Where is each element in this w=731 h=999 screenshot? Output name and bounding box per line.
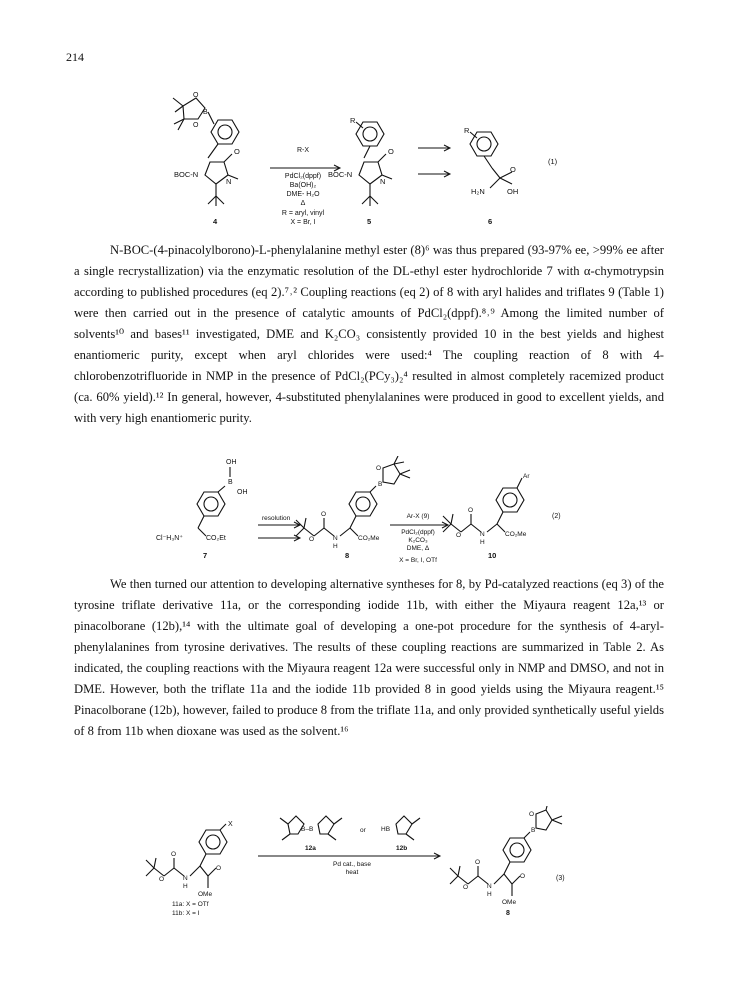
oh-label: OH [226, 459, 237, 466]
o-label: O [510, 165, 516, 174]
compound-4-label: 4 [213, 217, 218, 226]
conditions-catalyst: Pd cat., base [333, 861, 371, 868]
benzene-ring-10 [443, 478, 524, 532]
x-label: X [228, 821, 233, 828]
benzene-ring-7 [197, 467, 230, 536]
base-label: K₂CO₃ [408, 537, 428, 544]
benzene-ring-8 [296, 486, 377, 536]
o-label: O [193, 122, 199, 129]
h-label: H [480, 539, 485, 546]
h-label: H [487, 891, 492, 898]
compound-6-label: 6 [488, 217, 493, 226]
scheme-eq2 [0, 456, 731, 564]
pinacol-ring-8 [383, 456, 410, 484]
scheme-eq1 [0, 78, 731, 228]
o-label: O [159, 876, 165, 883]
ester-label: CO₂Et [206, 535, 226, 542]
base-label: Ba(OH)₂ [289, 182, 317, 189]
equation-number: (2) [552, 513, 561, 520]
o-label: O [456, 532, 462, 539]
o-label: O [388, 147, 394, 156]
catalyst-label: PdCl₂(dppf) [284, 173, 322, 180]
h2n-label: H₂N [471, 187, 485, 196]
boc-n-label: BOC-N [174, 170, 199, 179]
o-label: O [216, 865, 222, 872]
o-label: O [475, 859, 481, 866]
benzene-ring-6 [470, 132, 512, 188]
ome-label: OMe [502, 899, 517, 906]
ester-label: CO₂Me [505, 531, 527, 538]
pinacol-ring-product [536, 806, 562, 830]
bb-label: B–B [301, 826, 314, 833]
o-label: O [520, 873, 526, 880]
o-label: O [321, 511, 327, 518]
equation-number: (3) [556, 875, 565, 882]
hb-label: HB [381, 826, 391, 833]
b-label: B [228, 479, 233, 486]
n-label: N [183, 875, 188, 882]
h-label: H [333, 543, 338, 550]
paragraph-text: We then turned our attention to developing alternative syntheses for 8, by Pd-catalyzed reactions (eq 3) of the tyrosine triflate derivative 11a, or the corresponding iodide 11b, with either the Miyaura reagent 12a,¹³ or pinacolborane (12b),¹⁴ with the ultimate goal of developing a one-pot procedure for the synthesis of 4-aryl-phenylalanines from tyrosine derivatives. The results of these coupling reactions are summarized in Table 2. As indicated, the coupling reactions with the Miyaura reagent 12a were successful only in NMP and DMSO, and not in DME. However, both the triflate 11a and the iodide 11b provided 8 in good yields using the Miyaura reagent.¹⁵ Pinacolborane (12b), however, failed to produce 8 from the triflate 11a, and only provided synthetically useful yields of 8 from 11b when dioxane was used as the solvent.¹⁶ [74, 577, 664, 738]
n-label: N [226, 177, 232, 186]
body-paragraph [74, 574, 664, 742]
x-definition: X = Br, I, OTf [399, 557, 437, 564]
n-label: N [480, 531, 485, 538]
b-label: B [531, 827, 536, 834]
b-label: B [378, 481, 383, 488]
scheme-eq3 [0, 806, 731, 926]
compound-8-label: 8 [345, 551, 350, 560]
reagent-12a-label: 12a [305, 845, 316, 852]
compound-7-label: 7 [203, 551, 208, 560]
product-8-label: 8 [506, 910, 510, 917]
n-label: N [487, 883, 492, 890]
conditions-heat: heat [345, 869, 359, 876]
oh-label: OH [507, 187, 519, 196]
ester-label: CO₂Me [358, 535, 380, 542]
substrate-11b: 11b: X = I [172, 910, 200, 917]
boc-n-label: BOC-N [328, 170, 353, 179]
o-label: O [529, 811, 535, 818]
pinacol-ring-4 [173, 98, 205, 130]
reagent-arx: Ar-X (9) [406, 513, 430, 520]
solvent-label: DME, Δ [406, 545, 430, 552]
o-label: O [234, 147, 240, 156]
or-label: or [360, 827, 366, 834]
reagent-12b-label: 12b [396, 845, 408, 852]
catalyst-label: PdCl₂(dppf) [401, 529, 435, 536]
compound-10-label: 10 [488, 551, 497, 560]
oh-label: OH [237, 489, 248, 496]
r-label: R [464, 126, 470, 135]
compound-5-label: 5 [367, 217, 372, 226]
imidazolidinone-4 [205, 154, 238, 206]
h-label: H [183, 883, 188, 890]
ar-label: Ar [523, 473, 530, 480]
x-definition: X = Br, I [290, 219, 316, 226]
o-label: O [309, 536, 315, 543]
heat-label: Δ [300, 200, 306, 207]
solvent-label: DME- H₂O [286, 191, 320, 198]
n-label: N [380, 177, 386, 186]
o-label: O [171, 851, 177, 858]
o-label: O [468, 507, 474, 514]
r-label: R [350, 116, 356, 125]
equation-number: (1) [548, 157, 558, 166]
ome-label: OMe [198, 891, 213, 898]
ammonium-salt-label: Cl⁻H₃N⁺ [156, 535, 183, 542]
r-definition: R = aryl, vinyl [281, 210, 325, 217]
o-label: O [193, 92, 199, 99]
paragraph-text: N-BOC-(4-pinacolylborono)-L-phenylalanine methyl ester (8)⁶ was thus prepared (93-97% ee, >99% ee after a single recrystallization) via the enzymatic resolution of the DL-ethyl ester hydrochloride 7 with α-chymotrypsin according to published procedures (eq 2).⁷˒² Coupling reactions (eq 2) of 8 with aryl halides and triflates 9 (Table 1) were then carried out in the presence of catalytic amounts of PdCl₂(dppf).⁸˒⁹ Among the limited number of solvents¹⁰ and bases¹¹ investigated, DME and K₂CO₃ consistently provided 10 in the best yields and highest enantiomeric purity, except when aryl chlorides were used:⁴ The coupling reaction of 8 with 4-chlorobenzotrifluoride in NMP in the presence of PdCl₂(PCy₃)₂⁴ resulted in almost completely racemized product (ca. 60% yield).¹² In general, however, 4-substituted phenylalanines were produced in good to excellent yields, and with very high enantiomeric purity. [74, 243, 664, 425]
reagent-rx: R-X [296, 147, 310, 154]
substrate-11a: 11a: X = OTf [172, 901, 209, 908]
n-label: N [333, 535, 338, 542]
o-label: O [376, 465, 382, 472]
benzene-ring-5 [356, 122, 392, 206]
o-label: O [463, 884, 469, 891]
page-number: 214 [66, 50, 84, 64]
body-paragraph [74, 240, 664, 429]
reagent-12b [396, 816, 420, 840]
resolution-label: resolution [262, 515, 291, 522]
b-label: B [203, 109, 208, 116]
